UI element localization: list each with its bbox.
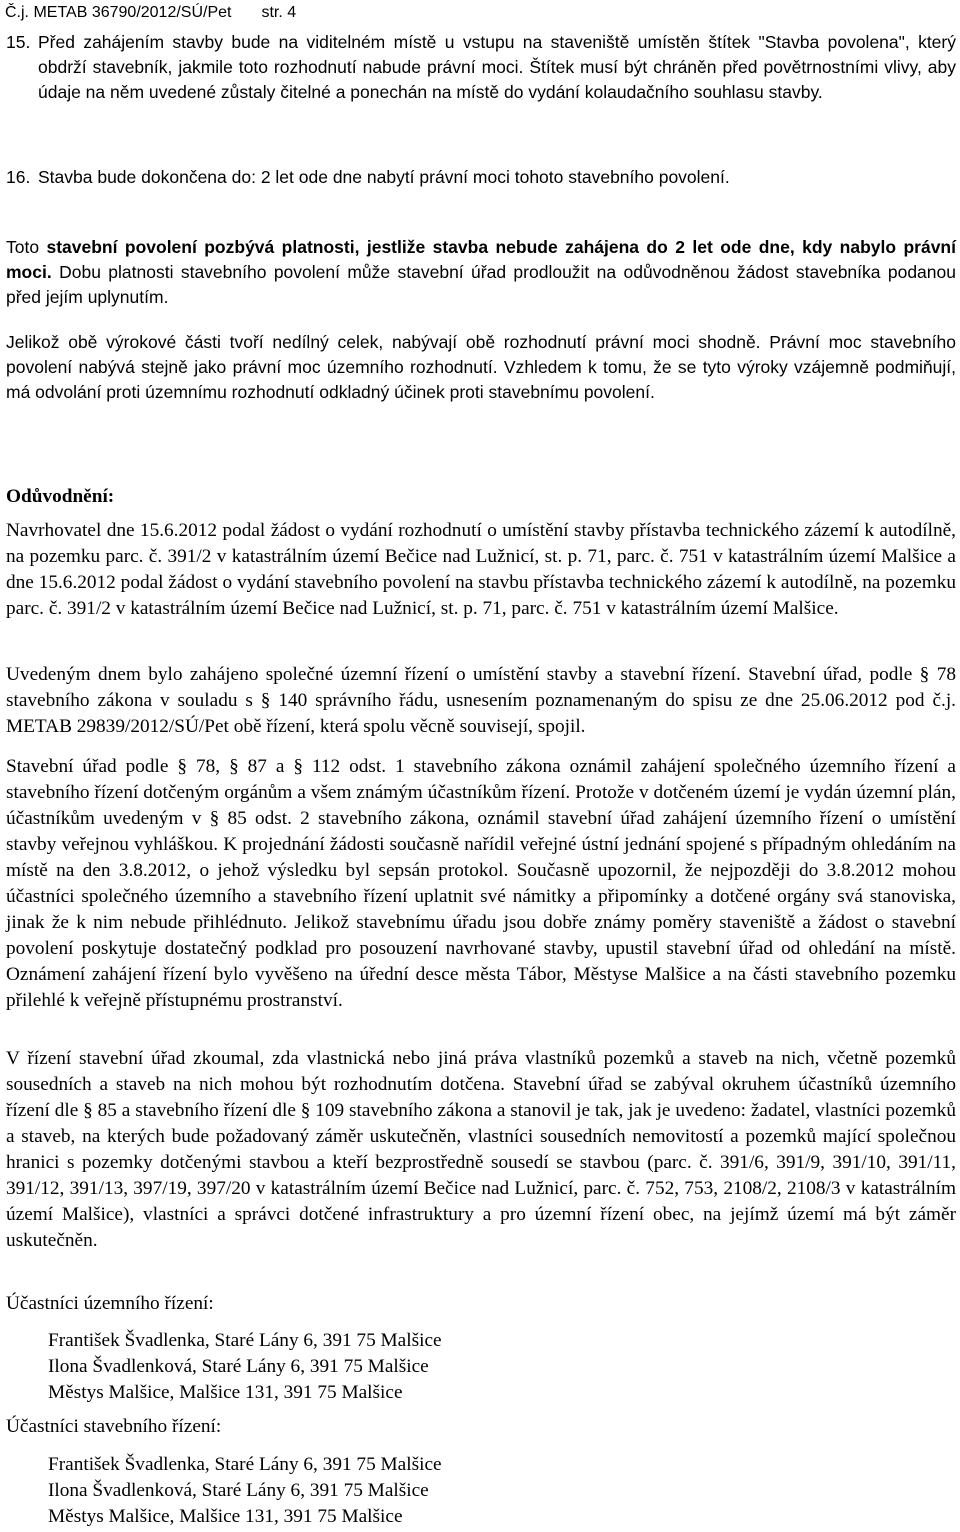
participant-item: Ilona Švadlenková, Staré Lány 6, 391 75 Malšice	[48, 1356, 429, 1377]
building-participants-label: Účastníci stavebního řízení:	[6, 1416, 222, 1437]
condition-text: Stavba bude dokončena do: 2 let ode dne nabytí právní moci tohoto stavebního povolení.	[38, 167, 730, 187]
validity-bold-text: stavební povolení pozbývá platnosti, jestliže stavba nebude zahájena do 2 let ode dne, kdy nabylo právní moci.	[6, 237, 956, 282]
reasoning-paragraph-1: Navrhovatel dne 15.6.2012 podal žádost o vydání rozhodnutí o umístění stavby přístavba technického zázemí k autodílně, na pozemku parc. č. 391/2 v katastrálním území Bečice nad Lužnicí, st. p. 71, parc. č. 751 v katastrálním území Malšice a dne 15.6.2012 podal žádost o vydání stavebního povolení na stavbu přístavba technického zázemí k autodílně, na pozemku parc. č. 391/2 v katastrálním území Bečice nad Lužnicí, st. p. 71, parc. č. 751 v katastrálním území Malšice.	[6, 520, 956, 619]
participant-item: Ilona Švadlenková, Staré Lány 6, 391 75 Malšice	[48, 1480, 429, 1501]
reference-number: Č.j. METAB 36790/2012/SÚ/Pet	[5, 4, 232, 21]
validity-rest: Dobu platnosti stavebního povolení může stavební úřad prodloužit na odůvodněnou žádost stavebníka podanou před jejím uplynutím.	[6, 262, 956, 307]
building-participants-list	[48, 1452, 442, 1530]
reasoning-paragraph-2: Uvedeným dnem bylo zahájeno společné územní řízení o umístění stavby a stavební řízení. Stavební úřad, podle § 78 stavebního zákona v souladu s § 140 správního řádu, usnesením poznamenaným do spisu ze dne 25.06.2012 pod č.j. METAB 29839/2012/SÚ/Pet obě řízení, která spolu věcně souvisejí, spojil.	[6, 664, 956, 737]
condition-number: 15.	[6, 32, 31, 52]
condition-16	[6, 165, 956, 190]
participant-item: Městys Malšice, Malšice 131, 391 75 Malšice	[48, 1382, 403, 1403]
participant-item: Městys Malšice, Malšice 131, 391 75 Malšice	[48, 1506, 403, 1527]
territorial-participants-label: Účastníci územního řízení:	[6, 1293, 214, 1314]
joint-effect-paragraph: Jelikož obě výrokové části tvoří nedílný celek, nabývají obě rozhodnutí právní moci shodně. Právní moc stavebního povolení nabývá stejně jako právní moc územního rozhodnutí. Vzhledem k tomu, že se tyto výroky vzájemně podmiňují, má odvolání proti územnímu rozhodnutí odkladný účinek proti stavebnímu povolení.	[6, 332, 956, 402]
validity-paragraph	[6, 235, 956, 310]
reasoning-heading: Odůvodnění:	[6, 486, 115, 507]
condition-text: Před zahájením stavby bude na viditelném místě u vstupu na staveniště umístěn štítek "Stavba povolena", který obdrží stavebník, jakmile toto rozhodnutí nabude právní moci. Štítek musí být chráněn před povětrnostními vlivy, aby údaje na něm uvedené zůstaly čitelné a ponechán na místě do vydání kolaudačního souhlasu stavby.	[38, 32, 956, 102]
participant-item: František Švadlenka, Staré Lány 6, 391 75 Malšice	[48, 1454, 442, 1475]
condition-15	[6, 30, 956, 105]
participant-item: František Švadlenka, Staré Lány 6, 391 75 Malšice	[48, 1330, 442, 1351]
validity-intro: Toto	[6, 237, 47, 257]
reasoning-paragraph-3: Stavební úřad podle § 78, § 87 a § 112 odst. 1 stavebního zákona oznámil zahájení společného územního řízení a stavebního řízení dotčeným orgánům a všem známým účastníkům řízení. Protože v dotčeném území je vydán územní plán, účastníkům uvedeným v § 85 odst. 2 stavebního zákona, oznámil stavební úřad zahájení územního řízení o umístění stavby veřejnou vyhláškou. K projednání žádosti současně nařídil veřejné ústní jednání spojené s případným ohledáním na místě na den 3.8.2012, o jehož výsledku byl sepsán protokol. Současně upozornil, že nejpozději do 3.8.2012 mohou účastníci společného územního a stavebního řízení uplatnit své námitky a připomínky a dotčené orgány svá stanoviska, jinak že k nim nebude přihlédnuto. Jelikož stavebnímu úřadu jsou dobře známy poměry staveniště a žádost o stavební povolení poskytuje dostatečný podklad pro posouzení navrhované stavby, upustil stavební úřad od ohledání na místě. Oznámení zahájení řízení bylo vyvěšeno na úřední desce města Tábor, Městyse Malšice a na části stavebního pozemku přilehlé k veřejně přístupnému prostranství.	[6, 756, 956, 1011]
condition-number: 16.	[6, 167, 31, 187]
reasoning-paragraph-4: V řízení stavební úřad zkoumal, zda vlastnická nebo jiná práva vlastníků pozemků a staveb na nich, včetně pozemků sousedních a staveb na nich mohou být rozhodnutím dotčena. Stavební úřad se zabýval okruhem účastníků územního řízení dle § 85 a stavebního řízení dle § 109 stavebního zákona a stanovil je tak, jak je uvedeno: žadatel, vlastníci pozemků a staveb, na kterých bude požadovaný záměr uskutečněn, vlastníci sousedních nemovitostí a pozemků mající společnou hranici s pozemky dotčenými stavbou a kteří bezprostředně sousedí se stavbou (parc. č. 391/6, 391/9, 391/10, 391/11, 391/12, 391/13, 397/19, 397/20 v katastrálním území Bečice nad Lužnicí, parc. č. 752, 753, 2108/2, 2108/3 v katastrálním území Malšice), vlastníci a správci dotčené infrastruktury a pro územní řízení obec, na jejímž území má být záměr uskutečněn.	[6, 1048, 956, 1251]
territorial-participants-list	[48, 1328, 442, 1406]
page-number: str. 4	[261, 4, 297, 21]
page-header	[5, 3, 296, 23]
